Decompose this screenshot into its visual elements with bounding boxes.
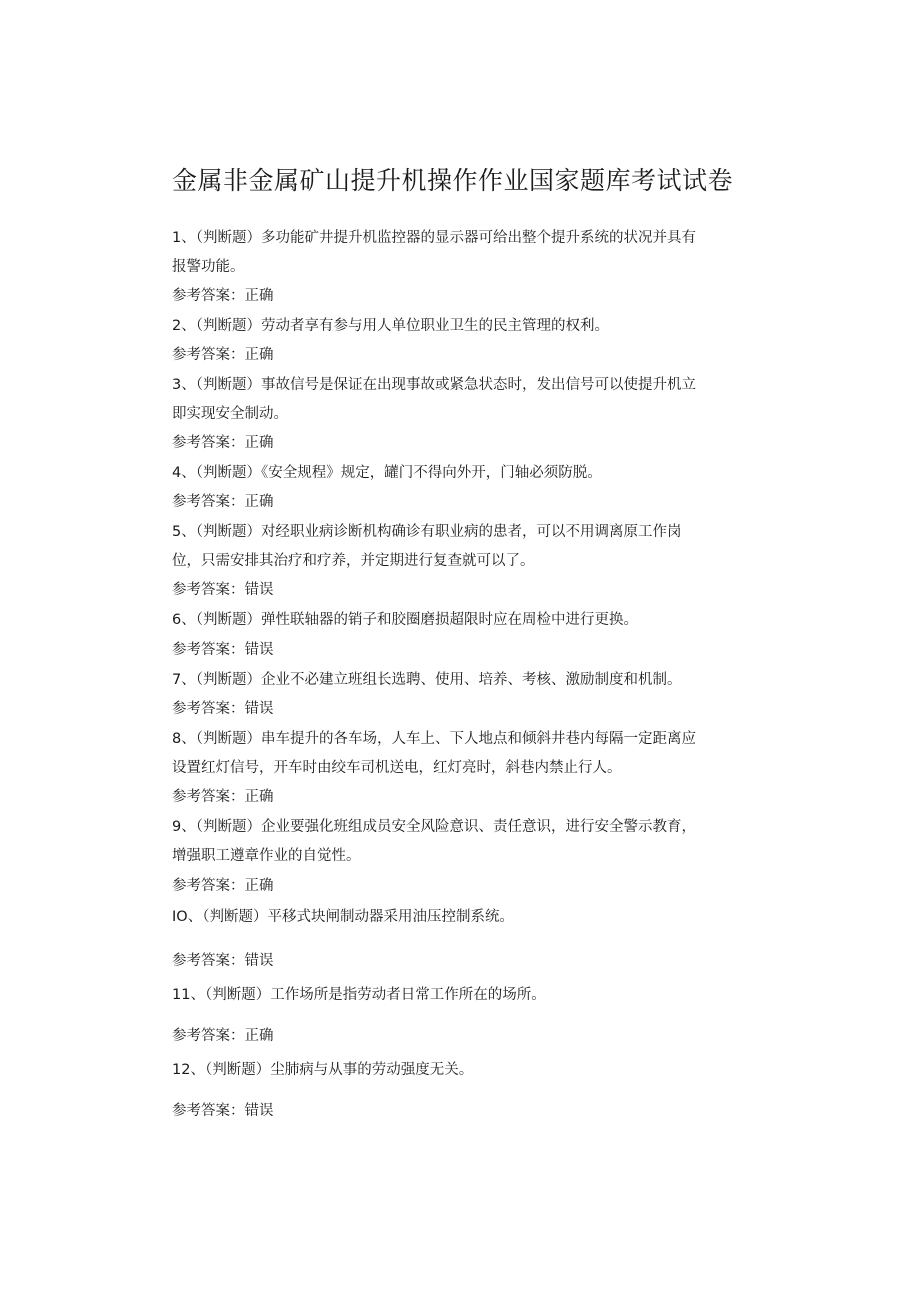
question-12-line-1: 12、（判断题）尘肺病与从事的劳动强度无关。 bbox=[172, 1062, 474, 1078]
question-1-line-1: 1、（判断题）多功能矿井提升机监控器的显示器可给出整个提升系统的状况并具有 bbox=[172, 230, 696, 246]
question-8-line-1: 8、（判断题）串车提升的各车场，人车上、下人地点和倾斜井巷内每隔一定距离应 bbox=[172, 731, 696, 747]
question-5-answer: 参考答案：错误 bbox=[172, 582, 274, 598]
question-2-answer: 参考答案：正确 bbox=[172, 347, 274, 363]
question-3-line-1: 3、（判断题）事故信号是保证在出现事故或紧急状态时，发出信号可以使提升机立 bbox=[172, 377, 696, 393]
question-9-answer: 参考答案：正确 bbox=[172, 878, 274, 894]
question-3-line-2: 即实现安全制动。 bbox=[172, 406, 288, 422]
question-7-answer: 参考答案：错误 bbox=[172, 701, 274, 717]
question-11-line-1: 11、（判断题）工作场所是指劳动者日常工作所在的场所。 bbox=[172, 987, 546, 1003]
question-1-answer: 参考答案：正确 bbox=[172, 288, 274, 304]
question-6-line-1: 6、（判断题）弹性联轴器的销子和胶圈磨损超限时应在周检中进行更换。 bbox=[172, 612, 638, 628]
question-8-line-2: 设置红灯信号，开车时由绞车司机送电，红灯亮时，斜巷内禁止行人。 bbox=[172, 760, 622, 776]
question-6-answer: 参考答案：错误 bbox=[172, 642, 274, 658]
question-4-answer: 参考答案：正确 bbox=[172, 494, 274, 510]
question-1-line-2: 报警功能。 bbox=[172, 259, 245, 275]
question-10-line-1: IO、（判断题）平移式块闸制动器采用油压控制系统。 bbox=[172, 909, 514, 925]
question-10-answer: 参考答案：错误 bbox=[172, 953, 274, 969]
question-2-line-1: 2、（判断题）劳动者享有参与用人单位职业卫生的民主管理的权利。 bbox=[172, 318, 609, 334]
question-9-line-2: 增强职工遵章作业的自觉性。 bbox=[172, 848, 361, 864]
page-title: 金属非金属矿山提升机操作作业国家题库考试试卷 bbox=[172, 166, 734, 195]
question-11-answer: 参考答案：正确 bbox=[172, 1028, 274, 1044]
question-8-answer: 参考答案：正确 bbox=[172, 789, 274, 805]
question-5-line-2: 位，只需安排其治疗和疗养，并定期进行复查就可以了。 bbox=[172, 553, 535, 569]
question-7-line-1: 7、（判断题）企业不必建立班组长选聘、使用、培养、考核、激励制度和机制。 bbox=[172, 672, 682, 688]
question-5-line-1: 5、（判断题）对经职业病诊断机构确诊有职业病的患者，可以不用调离原工作岗 bbox=[172, 524, 682, 540]
question-3-answer: 参考答案：正确 bbox=[172, 435, 274, 451]
question-12-answer: 参考答案：错误 bbox=[172, 1103, 274, 1119]
question-4-line-1: 4、（判断题）《安全规程》规定，罐门不得向外开，门轴必须防脱。 bbox=[172, 465, 602, 481]
question-9-line-1: 9、（判断题）企业要强化班组成员安全风险意识、责任意识，进行安全警示教育， bbox=[172, 819, 696, 835]
